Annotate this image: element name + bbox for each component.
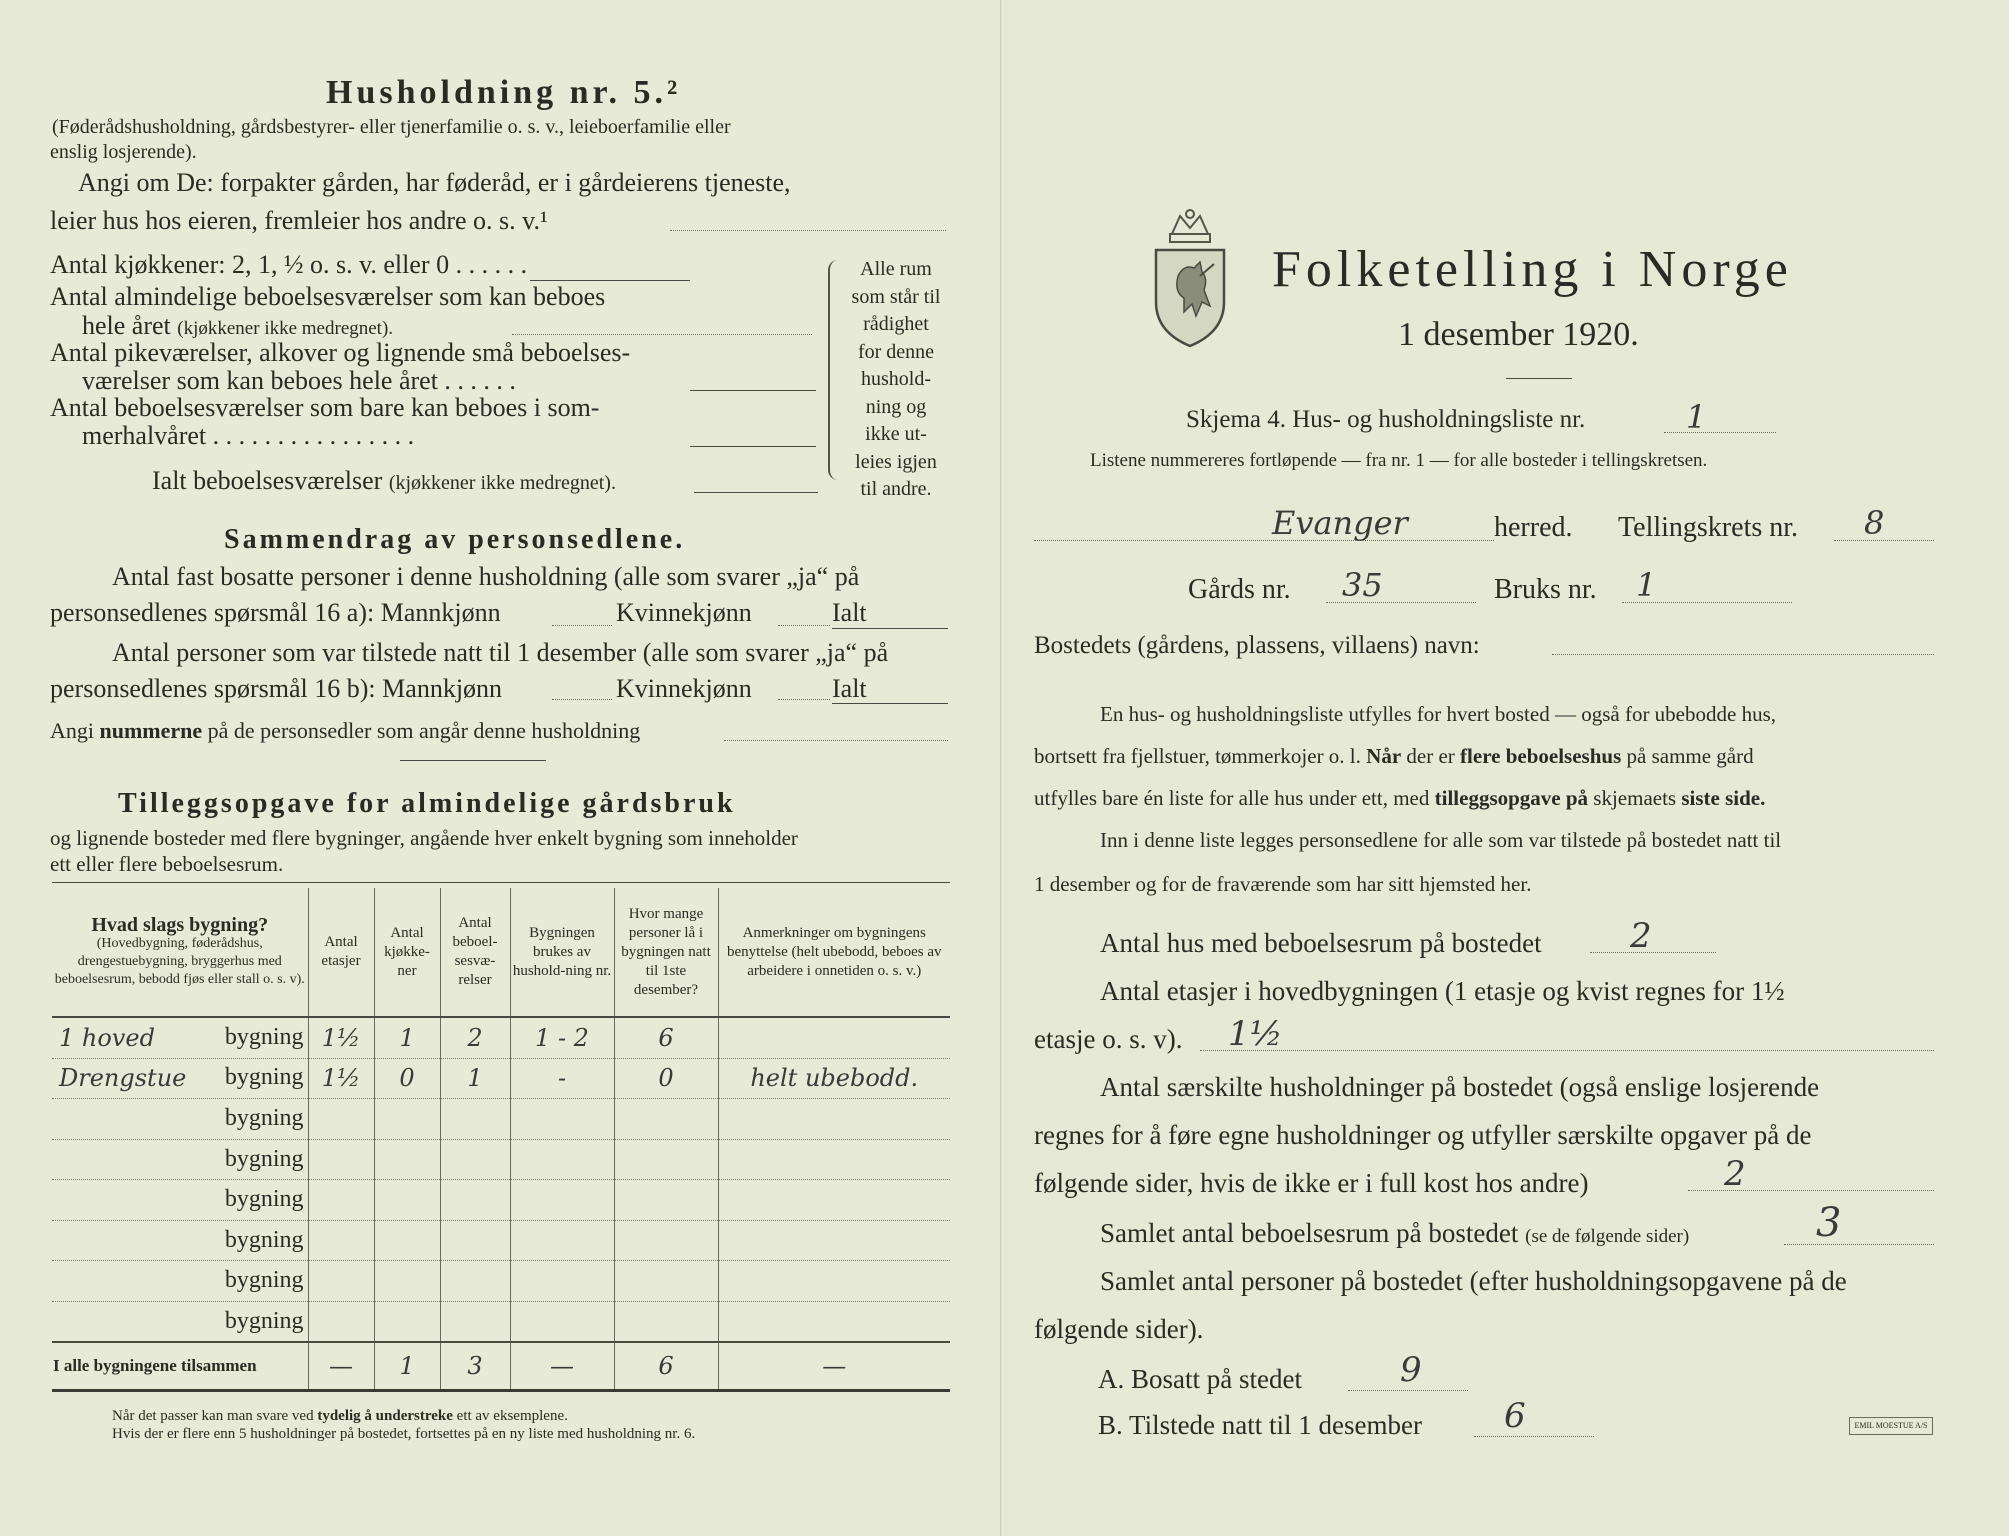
bruks-number: 1: [1636, 566, 1657, 604]
floors-cell: 1½: [308, 1058, 374, 1099]
building-cell: Drengstue bygning: [52, 1058, 308, 1099]
kitchens-cell: [374, 1180, 440, 1221]
floors-cell: [308, 1220, 374, 1261]
gards-line: [1326, 602, 1476, 603]
q-floors-2: etasje o. s. v).: [1034, 1024, 1183, 1054]
q-floors-line: [1200, 1050, 1934, 1051]
summary-numbers-line: [724, 740, 948, 741]
printer-stamp: EMIL MOESTUE A/S: [1849, 1417, 1933, 1435]
skjema-number: 1: [1686, 398, 1707, 436]
bruks-label: Bruks nr.: [1494, 574, 1597, 605]
rooms-cell: [440, 1220, 510, 1261]
rooms-cell: [440, 1099, 510, 1140]
extra-title: Tilleggsopgave for almindelige gårdsbruk: [118, 788, 736, 819]
q-resident: A. Bosatt på stedet: [1098, 1364, 1302, 1394]
q-houses-line: [1590, 952, 1716, 953]
q-persons-1: Samlet antal personer på bostedet (efter husholdningsopgavene på de: [1100, 1266, 1847, 1296]
left-page: [0, 0, 1002, 1536]
rooms-ordinary-1: Antal almindelige beboelsesværelser som kan beboes: [50, 282, 606, 311]
used-cell: -: [510, 1058, 614, 1099]
rooms-summer-1: Antal beboelsesværelser som bare kan beboes i som-: [50, 393, 600, 422]
total-used: —: [510, 1342, 614, 1391]
section-divider: [400, 760, 546, 761]
notes-cell: [718, 1099, 950, 1140]
total-floors: —: [308, 1342, 374, 1391]
floors-cell: [308, 1261, 374, 1302]
notes-cell: [718, 1220, 950, 1261]
skjema-number-line: [1664, 432, 1776, 433]
info-line-2: bortsett fra fjellstuer, tømmerkojer o. l. Når der er flere beboelseshus på samme gård: [1034, 744, 1754, 768]
buildings-table-header: [52, 888, 950, 1017]
table-row: [52, 1139, 950, 1180]
numbering-note: Listene nummereres fortløpende — fra nr. 1 — for alle bosteder i tellingskretsen.: [1090, 450, 1708, 471]
table-row: [52, 1261, 950, 1302]
kitchens-cell: 1: [374, 1017, 440, 1058]
q-present: B. Tilstede natt til 1 desember: [1098, 1410, 1422, 1440]
q-present-value: 6: [1504, 1396, 1526, 1436]
kitchens-cell: [374, 1220, 440, 1261]
building-cell: 1 hoved bygning: [52, 1017, 308, 1058]
kitchens-answer-line: [530, 280, 690, 281]
total-rooms: 3: [440, 1342, 510, 1391]
rooms-ordinary-2: hele året (kjøkkener ikke medregnet).: [82, 311, 394, 340]
info-line-5: 1 desember og for de fraværende som har sitt hjemsted her.: [1034, 872, 1532, 896]
summary-men-b-line: [552, 699, 612, 700]
building-cell: bygning: [52, 1139, 308, 1180]
info-line-4: Inn i denne liste legges personsedlene for alle som var tilstede på bostedet natt til: [1100, 828, 1782, 852]
census-date: 1 desember 1920.: [1398, 316, 1639, 353]
krets-line: [1834, 540, 1934, 541]
persons-cell: [614, 1180, 718, 1221]
building-cell: bygning: [52, 1220, 308, 1261]
table-row: [52, 1180, 950, 1221]
kitchens-cell: [374, 1301, 440, 1342]
q-households-1: Antal særskilte husholdninger på bostedet (også enslige losjerende: [1100, 1072, 1820, 1102]
persons-cell: [614, 1220, 718, 1261]
persons-cell: [614, 1099, 718, 1140]
q-households-3: følgende sider, hvis de ikke er i full kost hos andre): [1034, 1168, 1589, 1198]
kitchens-cell: [374, 1099, 440, 1140]
bosted-label: Bostedets (gårdens, plassens, villaens) navn:: [1034, 632, 1480, 659]
header-building: Hvad slags bygning? (Hovedbygning, føderådshus, drengestuebygning, bryggerhus med beboelsesrum, bebodd fjøs eller stall o. s. v).: [52, 888, 308, 1017]
summer-answer-line: [690, 446, 816, 447]
notes-cell: [718, 1139, 950, 1180]
rooms-cell: [440, 1139, 510, 1180]
angi-line-2: leier hus hos eieren, fremleier hos andre o. s. v.¹: [50, 206, 548, 235]
rooms-total: Ialt beboelsesværelser (kjøkkener ikke medregnet).: [152, 466, 616, 495]
header-used: Bygningen brukes av hushold-ning nr.: [510, 888, 614, 1017]
table-row: [52, 1099, 950, 1140]
gards-label: Gårds nr.: [1188, 574, 1291, 605]
summary-total-a-line: [832, 628, 948, 629]
summary-women-a-line: [778, 625, 830, 626]
used-cell: [510, 1139, 614, 1180]
q-floors-value: 1½: [1228, 1014, 1283, 1054]
q-rooms-line: [1784, 1244, 1934, 1245]
herred-label: herred.: [1494, 512, 1573, 543]
brace-note: Alle rum som står til rådighet for denne hushold- ning og ikke ut- leies igjen til andre.: [851, 258, 941, 500]
used-cell: [510, 1180, 614, 1221]
ordinary-answer-line: [512, 334, 812, 335]
right-page: [1004, 0, 2009, 1536]
header-rooms: Antal beboel-sesvæ-relser: [440, 888, 510, 1017]
summary-line-2: personsedlenes spørsmål 16 a): Mannkjønn: [50, 598, 501, 627]
summary-total-b-line: [832, 703, 948, 704]
krets-label: Tellingskrets nr.: [1618, 512, 1799, 543]
table-row: [52, 1220, 950, 1261]
q-resident-value: 9: [1400, 1350, 1422, 1390]
q-resident-line: [1348, 1390, 1468, 1391]
summary-line-2b: Kvinnekjønn: [616, 598, 752, 627]
total-kitchens: 1: [374, 1342, 440, 1391]
floors-cell: [308, 1139, 374, 1180]
coat-of-arms-icon: [1150, 206, 1230, 352]
bosted-line: [1552, 654, 1934, 655]
used-cell: [510, 1099, 614, 1140]
notes-cell: [718, 1017, 950, 1058]
summary-men-a-line: [552, 625, 612, 626]
rooms-maid-2: værelser som kan beboes hele året . . . . . .: [82, 366, 516, 395]
used-cell: [510, 1220, 614, 1261]
used-cell: [510, 1301, 614, 1342]
q-households-2: regnes for å føre egne husholdninger og utfyller særskilte opgaver på de: [1034, 1120, 1812, 1150]
buildings-table: [52, 888, 950, 1392]
notes-cell: [718, 1261, 950, 1302]
herred-line: [1034, 540, 1494, 541]
krets-number: 8: [1864, 504, 1885, 542]
extra-line-1: og lignende bosteder med flere bygninger, angående hver enkelt bygning som inneholder: [50, 826, 798, 850]
angi-line-1: Angi om De: forpakter gården, har føderåd, er i gårdeierens tjeneste,: [78, 168, 791, 197]
summary-line-4: personsedlenes spørsmål 16 b): Mannkjønn: [50, 674, 503, 703]
used-cell: 1 - 2: [510, 1017, 614, 1058]
footnote-1: Når det passer kan man svare ved tydelig å understreke ett av eksemplene.: [112, 1408, 568, 1424]
angi-answer-line: [670, 230, 946, 231]
floors-cell: [308, 1301, 374, 1342]
summary-line-3: Antal personer som var tilstede natt til 1 desember (alle som svarer „ja“ på: [112, 638, 889, 667]
total-notes: —: [718, 1342, 950, 1391]
notes-cell: [718, 1180, 950, 1221]
floors-cell: 1½: [308, 1017, 374, 1058]
household-title: Husholdning nr. 5.²: [326, 74, 682, 111]
notes-cell: [718, 1301, 950, 1342]
kitchens-cell: [374, 1261, 440, 1302]
herred-name: Evanger: [1272, 504, 1408, 542]
building-cell: bygning: [52, 1099, 308, 1140]
floors-cell: [308, 1099, 374, 1140]
bruks-line: [1622, 602, 1792, 603]
extra-line-2: ett eller flere beboelsesrum.: [50, 852, 284, 876]
census-title: Folketelling i Norge: [1272, 241, 1793, 298]
building-cell: bygning: [52, 1180, 308, 1221]
notes-cell: helt ubebodd.: [718, 1058, 950, 1099]
table-top-rule: [52, 882, 950, 883]
summary-women-b-line: [778, 699, 830, 700]
title-divider: [1506, 378, 1572, 379]
rooms-cell: [440, 1261, 510, 1302]
persons-cell: [614, 1261, 718, 1302]
q-present-line: [1474, 1436, 1594, 1437]
rooms-maid-1: Antal pikeværelser, alkover og lignende små beboelses-: [50, 338, 631, 367]
q-households-line: [1688, 1190, 1934, 1191]
building-cell: bygning: [52, 1301, 308, 1342]
info-line-3: utfylles bare én liste for alle hus under ett, med tilleggsopgave på skjemaets siste side.: [1034, 786, 1766, 810]
persons-cell: 6: [614, 1017, 718, 1058]
q-rooms-value: 3: [1816, 1200, 1842, 1246]
table-total-row: [52, 1342, 950, 1391]
header-persons: Hvor mange personer lå i bygningen natt til 1ste desember?: [614, 888, 718, 1017]
table-row: [52, 1017, 950, 1058]
rooms-cell: 2: [440, 1017, 510, 1058]
q-rooms: Samlet antal beboelsesrum på bostedet (se de følgende sider): [1100, 1218, 1690, 1248]
header-notes: Anmerkninger om bygningens benyttelse (helt ubebodd, beboes av arbeidere i onnetiden o. s. v.): [718, 888, 950, 1017]
summary-title: Sammendrag av personsedlene.: [224, 524, 686, 555]
q-houses: Antal hus med beboelsesrum på bostedet: [1100, 928, 1542, 958]
total-label: I alle bygningene tilsammen: [52, 1342, 308, 1391]
header-kitchens: Antal kjøkke-ner: [374, 888, 440, 1017]
household-intro-2: enslig losjerende).: [50, 141, 197, 163]
rooms-cell: [440, 1180, 510, 1221]
floors-cell: [308, 1180, 374, 1221]
maid-answer-line: [690, 390, 816, 391]
persons-cell: 0: [614, 1058, 718, 1099]
footnote-2: Hvis der er flere enn 5 husholdninger på bostedet, fortsettes på en ny liste med husholdning nr. 6.: [112, 1426, 696, 1442]
rooms-brace: [828, 260, 844, 480]
skjema-label: Skjema 4. Hus- og husholdningsliste nr.: [1186, 406, 1586, 433]
summary-line-4c: Ialt: [832, 674, 867, 703]
summary-line-1: Antal fast bosatte personer i denne husholdning (alle som svarer „ja“ på: [112, 562, 860, 591]
household-intro-1: (Føderådshusholdning, gårdsbestyrer- eller tjenerfamilie o. s. v., leieboerfamilie eller: [52, 116, 731, 138]
persons-cell: [614, 1301, 718, 1342]
info-line-1: En hus- og husholdningsliste utfylles for hvert bosted — også for ubebodde hus,: [1100, 702, 1776, 726]
summary-line-5: Angi nummerne på de personsedler som angår denne husholdning: [50, 718, 641, 743]
rooms-cell: [440, 1301, 510, 1342]
building-cell: bygning: [52, 1261, 308, 1302]
rooms-kitchens: Antal kjøkkener: 2, 1, ½ o. s. v. eller 0 . . . . . .: [50, 250, 528, 279]
q-households-value: 2: [1724, 1154, 1746, 1194]
rooms-summer-2: merhalvåret . . . . . . . . . . . . . . . .: [82, 421, 415, 450]
table-row: [52, 1058, 950, 1099]
kitchens-cell: [374, 1139, 440, 1180]
summary-line-2c: Ialt: [832, 598, 867, 627]
kitchens-cell: 0: [374, 1058, 440, 1099]
table-row: [52, 1301, 950, 1342]
q-persons-2: følgende sider).: [1034, 1314, 1204, 1344]
used-cell: [510, 1261, 614, 1302]
header-floors: Antal etasjer: [308, 888, 374, 1017]
total-answer-line: [694, 492, 818, 493]
rooms-cell: 1: [440, 1058, 510, 1099]
summary-line-4b: Kvinnekjønn: [616, 674, 752, 703]
q-houses-value: 2: [1630, 916, 1652, 956]
total-persons: 6: [614, 1342, 718, 1391]
persons-cell: [614, 1139, 718, 1180]
q-floors-1: Antal etasjer i hovedbygningen (1 etasje og kvist regnes for 1½: [1100, 976, 1785, 1006]
gards-number: 35: [1342, 566, 1383, 604]
